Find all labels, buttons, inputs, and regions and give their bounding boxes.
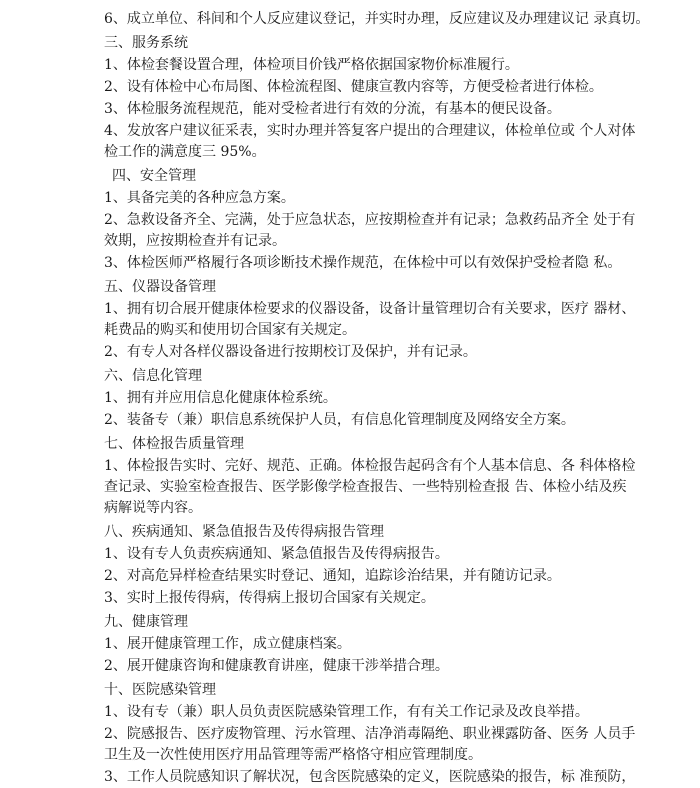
list-item: 4、发放客户建议征采表，实时办理并答复客户提出的合理建议，体检单位或 个人对体 bbox=[104, 123, 636, 139]
list-item: 1、展开健康管理工作，成立健康档案。 bbox=[104, 636, 351, 652]
document-body bbox=[104, 9, 650, 788]
section-heading: 三、服务系统 bbox=[104, 35, 188, 51]
list-item: 2、展开健康咨询和健康教育讲座，健康干涉举措合理。 bbox=[104, 658, 449, 674]
section-heading: 四、安全管理 bbox=[112, 168, 196, 184]
paragraph-continuation: 查记录、实验室检查报告、医学影像学检查报告、一些特别检查报 告、体检小结及疾 bbox=[104, 479, 627, 495]
list-item: 3、体检服务流程规范，能对受检者进行有效的分流，有基本的便民设备。 bbox=[104, 101, 561, 117]
list-item: 2、有专人对各样仪器设备进行按期校订及保护，并有记录。 bbox=[104, 344, 477, 360]
section-heading: 七、体检报告质量管理 bbox=[104, 436, 244, 452]
paragraph-continuation: 耗费品的购买和使用切合国家有关规定。 bbox=[104, 322, 356, 338]
section-heading: 八、疾病通知、紧急值报告及传得病报告管理 bbox=[104, 524, 384, 540]
list-item: 2、设有体检中心布局图、体检流程图、健康宣教内容等，方便受检者进行体检。 bbox=[104, 79, 603, 95]
list-item: 3、体检医师严格履行各项诊断技术操作规范，在体检中可以有效保护受检者隐 私。 bbox=[104, 255, 622, 271]
section-heading: 九、健康管理 bbox=[104, 614, 188, 630]
section-heading: 六、信息化管理 bbox=[104, 368, 202, 384]
paragraph-continuation: 效期，应按期检查并有记录。 bbox=[104, 233, 286, 249]
paragraph-continuation: 卫生及一次性使用医疗用品管理等需严格恪守相应管理制度。 bbox=[104, 747, 482, 763]
list-item: 2、院感报告、医疗废物管理、污水管理、洁净消毒隔绝、职业裸露防备、医务 人员手 bbox=[104, 726, 636, 742]
list-item: 1、具备完美的各种应急方案。 bbox=[104, 190, 295, 206]
list-item: 2、装备专（兼）职信息系统保护人员，有信息化管理制度及网络安全方案。 bbox=[104, 412, 575, 428]
list-item: 2、急救设备齐全、完满，处于应急状态，应按期检查并有记录；急救药品齐全 处于有 bbox=[104, 212, 636, 228]
list-item: 1、设有专（兼）职人员负责医院感染管理工作，有有关工作记录及改良举措。 bbox=[104, 704, 589, 720]
list-item: 2、对高危异样检查结果实时登记、通知，追踪诊治结果，并有随访记录。 bbox=[104, 568, 561, 584]
list-item: 1、体检报告实时、完好、规范、正确。体检报告起码含有个人基本信息、各 科体格检 bbox=[104, 458, 636, 474]
list-item: 1、拥有切合展开健康体检要求的仪器设备，设备计量管理切合有关要求，医疗 器材、 bbox=[104, 301, 636, 317]
section-heading: 五、仪器设备管理 bbox=[104, 279, 216, 295]
paragraph-continuation: 病解说等内容。 bbox=[104, 500, 202, 516]
list-item: 1、拥有并应用信息化健康体检系统。 bbox=[104, 390, 337, 406]
list-item: 1、体检套餐设置合理，体检项目价钱严格依据国家物价标准履行。 bbox=[104, 57, 519, 73]
section-heading: 十、医院感染管理 bbox=[104, 682, 216, 698]
list-item: 1、设有专人负责疾病通知、紧急值报告及传得病报告。 bbox=[104, 546, 449, 562]
list-item: 6、成立单位、科间和个人反应建议登记，并实时办理，反应建议及办理建议记 录真切。 bbox=[104, 11, 650, 27]
paragraph-continuation: 检工作的满意度三 95%。 bbox=[104, 144, 266, 160]
list-item: 3、工作人员院感知识了解状况，包含医院感染的定义，医院感染的报告，标 准预防， bbox=[104, 769, 636, 785]
list-item: 3、实时上报传得病，传得病上报切合国家有关规定。 bbox=[104, 590, 435, 606]
